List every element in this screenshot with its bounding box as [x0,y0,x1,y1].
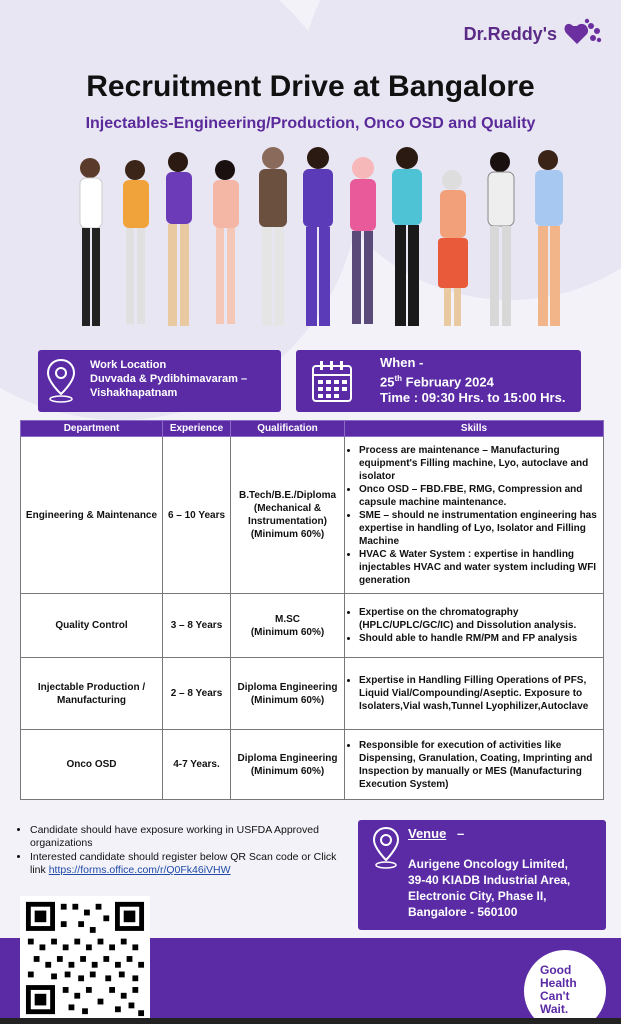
note-item: • Interested candidate should register below QR Scan code or Click link https://forms.office.com/r/Q0Fk46iVHW [30,851,344,877]
requirements-table [20,420,604,800]
event-time: Time : 09:30 Hrs. to 15:00 Hrs. [380,390,566,406]
tagline-line: Health [540,976,577,990]
experience-cell: 6 – 10 Years [163,437,231,594]
tagline-line: Good [540,963,572,977]
skills-cell [345,594,604,658]
department-cell: Injectable Production / Manufacturing [21,658,163,730]
table-row [21,730,604,800]
map-pin-icon [372,826,400,870]
skill-item: • Expertise on the chromatography (HPLC/UPLC/GC/IC) and Dissolution analysis. [359,606,599,632]
skill-item: • Process are maintenance – Manufacturing equipment's Filling machine, Lyo, autoclave and isolator [359,444,599,483]
venue-title-dash: – [457,826,465,841]
venue-address: Aurigene Oncology Limited, 39-40 KIADB Industrial Area, Electronic City, Phase II, Bangalore - 560100 [408,857,571,919]
work-location-line: Vishakhapatnam [90,387,178,399]
when-box [296,350,581,412]
work-location-box [38,350,281,412]
registration-link[interactable]: https://forms.office.com/r/Q0Fk46iVHW [48,864,231,876]
column-header: Qualification [231,421,345,437]
experience-cell: 3 – 8 Years [163,594,231,658]
column-header: Experience [163,421,231,437]
table-row [21,594,604,658]
notes-list [14,824,344,878]
table-header-row [21,421,604,437]
skills-cell [345,437,604,594]
group-of-professionals-illustration [60,140,580,335]
column-header: Department [21,421,163,437]
when-label: When - [380,355,424,370]
department-cell: Quality Control [21,594,163,658]
qualification-cell: M.SC (Minimum 60%) [231,594,345,658]
dr-reddys-hearts-icon [563,18,603,50]
experience-cell: 2 – 8 Years [163,658,231,730]
map-pin-icon [46,358,76,404]
tagline-line: Can't [540,989,570,1003]
skill-item: • SME – should ne instrumentation engineering has expertise in handling of Lyo, Isolator and Filling Machine [359,509,599,548]
department-cell: Onco OSD [21,730,163,800]
brand-logo [464,18,603,50]
note-item: • Candidate should have exposure working in USFDA Approved organizations [30,824,344,850]
skill-item: • Responsible for execution of activities like Dispensing, Granulation, Coating, Imprinting and Inspection by manually or MES (Manufacturing Execution System) [359,739,599,791]
experience-cell: 4-7 Years. [163,730,231,800]
event-date: 25th February 2024 [380,374,494,390]
qualification-cell: Diploma Engineering (Minimum 60%) [231,730,345,800]
venue-box [358,820,606,930]
skills-cell [345,730,604,800]
work-location-line: Duvvada & Pydibhimavaram – [90,373,248,385]
table-row [21,658,604,730]
qualification-cell: Diploma Engineering (Minimum 60%) [231,658,345,730]
skill-item: • HVAC & Water System : expertise in handling injectables HVAC and water system including WFI generation [359,548,599,587]
skill-item: • Onco OSD – FBD.FBE, RMG, Compression and capsule machine maintenance. [359,483,599,509]
table-row [21,437,604,594]
brand-name: Dr.Reddy's [463,23,557,44]
work-location-label: Work Location [90,359,167,371]
column-header: Skills [345,421,604,437]
venue-title: Venue [408,826,447,841]
skill-item: • Should able to handle RM/PM and FP analysis [359,632,599,645]
department-cell: Engineering & Maintenance [21,437,163,594]
calendar-icon [310,358,354,404]
bottom-strip [0,1018,621,1024]
page-subtitle: Injectables-Engineering/Production, Onco OSD and Quality [85,115,536,132]
tagline-line: Wait. [540,1002,569,1016]
qualification-cell: B.Tech/B.E./Diploma (Mechanical & Instrumentation) (Minimum 60%) [231,437,345,594]
skill-item: • Expertise in Handling Filling Operations of PFS, Liquid Vial/Compounding/Aseptic. Exposure to Isolaters,Vial wash,Tunnel Lyophilizer,Autoclave [359,674,599,713]
page-title: Recruitment Drive at Bangalore [86,70,535,103]
qr-code-icon[interactable] [20,896,150,1020]
skills-cell [345,658,604,730]
tagline-badge [524,950,606,1024]
